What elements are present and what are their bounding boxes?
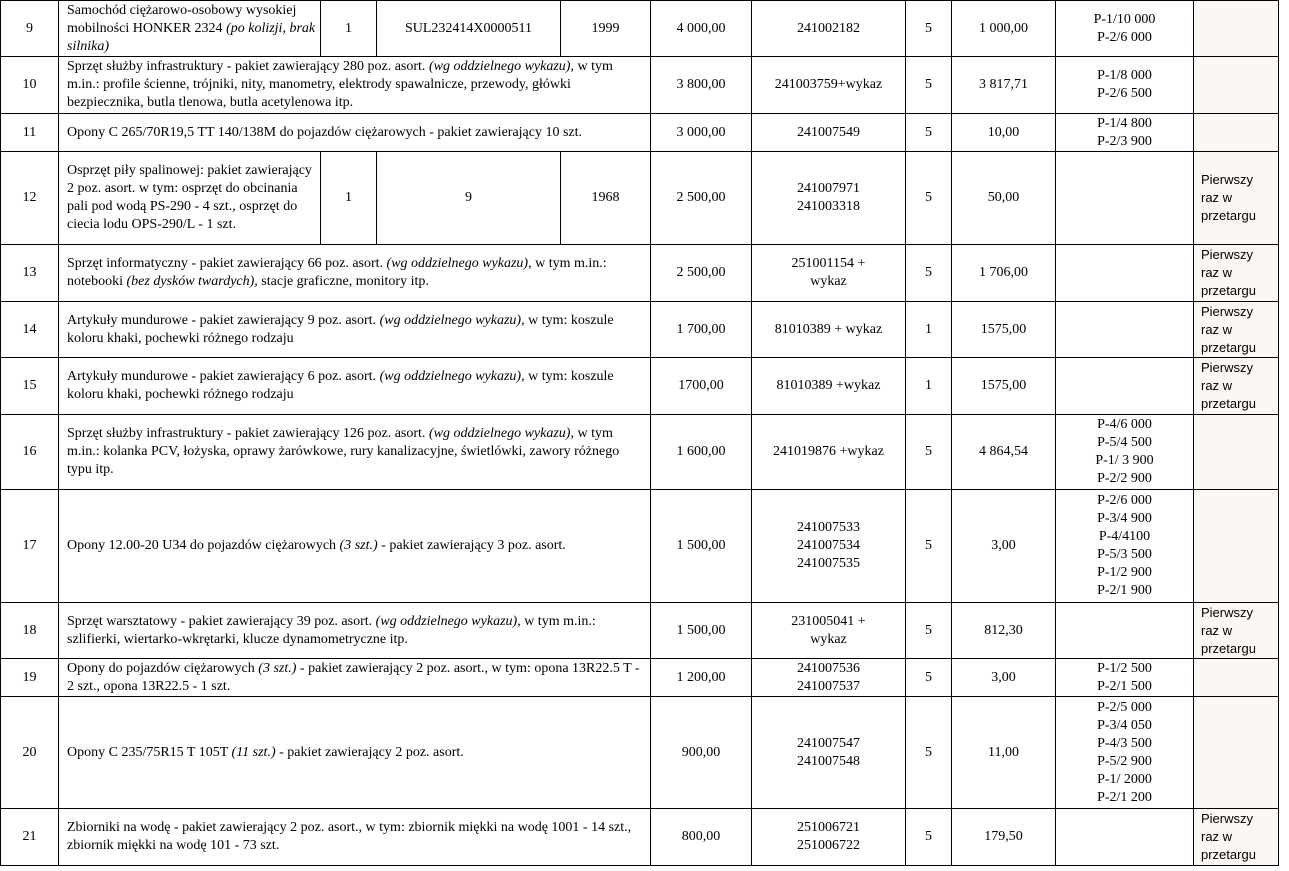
- description-text: Sprzęt służby infrastruktury - pakiet zawierający 126 poz. asort.: [67, 426, 429, 441]
- inventory-number: 241019876 +wykaz: [773, 444, 884, 459]
- book-value-cell: [952, 659, 1056, 697]
- item-number: 9: [26, 20, 33, 36]
- item-number-cell: [1, 697, 59, 809]
- description-cell: [59, 114, 651, 152]
- item-number: 12: [22, 190, 37, 205]
- inventory-number: 251006721: [797, 820, 860, 835]
- description-text: (wg oddzielnego wykazu),: [379, 312, 525, 328]
- description-text: (wg oddzielnego wykazu): [375, 613, 518, 629]
- previous-bid: P-1/ 2000: [1097, 771, 1152, 787]
- previous-bid: P-3/4 900: [1097, 511, 1152, 526]
- previous-bids-cell: [1056, 245, 1194, 302]
- table-row: [1, 697, 1279, 809]
- item-number: 19: [22, 669, 37, 685]
- starting-price-cell: [651, 152, 752, 245]
- description-text: Sprzęt informatyczny - pakiet zawierający 66 poz. asort.: [67, 256, 387, 271]
- category: 5: [925, 20, 932, 36]
- starting-price-cell: [651, 659, 752, 697]
- quantity-cell: [321, 152, 377, 245]
- quantity: 1: [345, 190, 352, 205]
- inventory-number: 241007549: [797, 124, 860, 140]
- table-row: [1, 659, 1279, 697]
- previous-bid: P-2/2 900: [1097, 471, 1152, 486]
- previous-bid: P-2/3 900: [1097, 133, 1152, 149]
- category-cell: [906, 603, 952, 659]
- description-text: , w tym m.in.: profile ścienne, trójniki, nity, manometry, elektrody spawalnicze, przewody, główki bezpiecznika, butla tlenowa, butla acetylenowa itp.: [67, 59, 613, 110]
- inventory-number: 241002182: [797, 20, 860, 36]
- inventory-number: 241007535: [797, 556, 860, 571]
- starting-price-cell: [651, 302, 752, 358]
- description-text: Opony C 265/70R19,5 TT 140/138M do pojazdów ciężarowych - pakiet zawierający 10 szt.: [67, 124, 583, 140]
- starting-price: 3 800,00: [676, 77, 726, 92]
- item-number: 10: [22, 77, 37, 92]
- inventory-number: 241007533: [797, 520, 860, 535]
- description-text: Sprzęt warsztatowy - pakiet zawierający 39 poz. asort.: [67, 613, 376, 629]
- category: 5: [925, 829, 932, 844]
- item-number: 17: [22, 538, 37, 553]
- starting-price-cell: [651, 57, 752, 114]
- item-number: 13: [22, 265, 37, 280]
- category: 5: [925, 124, 932, 140]
- inventory-number-cell: [752, 603, 906, 659]
- inventory-number-cell: [752, 114, 906, 152]
- description-text: - pakiet zawierający 3 poz. asort.: [377, 538, 566, 553]
- table-row: [1, 1, 1279, 57]
- starting-price-cell: [651, 809, 752, 866]
- description-text: (wg oddzielnego wykazu): [428, 59, 571, 74]
- book-value-cell: [952, 1, 1056, 57]
- previous-bid: P-1/10 000: [1093, 11, 1156, 27]
- serial-number: 9: [465, 190, 472, 205]
- description-text: (po kolizji, brak silnika): [67, 20, 316, 54]
- description-text: (wg oddzielnego wykazu),: [386, 256, 532, 271]
- book-value-cell: [952, 697, 1056, 809]
- book-value: 1 706,00: [979, 265, 1028, 280]
- description-text: Artykuły mundurowe - pakiet zawierający 9 poz. asort.: [67, 312, 380, 328]
- previous-bids-cell: [1056, 603, 1194, 659]
- description-text: Artykuły mundurowe - pakiet zawierający 6 poz. asort.: [67, 369, 380, 384]
- description-text: Sprzęt służby infrastruktury - pakiet zawierający 280 poz. asort.: [67, 59, 429, 74]
- book-value-cell: [952, 57, 1056, 114]
- item-number-cell: [1, 1, 59, 57]
- book-value-cell: [952, 245, 1056, 302]
- table-row: [1, 245, 1279, 302]
- inventory-number: 251001154 +: [791, 256, 866, 271]
- previous-bid: P-3/4 050: [1097, 717, 1152, 733]
- description-text: Opony 12.00-20 U34 do pojazdów ciężarowych: [67, 538, 340, 553]
- item-number-cell: [1, 490, 59, 603]
- table-row: [1, 57, 1279, 114]
- item-number: 20: [22, 744, 37, 760]
- previous-bid: P-2/1 500: [1097, 678, 1152, 694]
- description-text: (wg oddzielnego wykazu): [428, 426, 571, 441]
- category-cell: [906, 302, 952, 358]
- category-cell: [906, 415, 952, 490]
- category-cell: [906, 57, 952, 114]
- description-cell: [59, 490, 651, 603]
- item-number-cell: [1, 114, 59, 152]
- description-cell: [59, 697, 651, 809]
- remarks-cell: [1194, 1, 1279, 57]
- starting-price: 1 500,00: [676, 538, 726, 553]
- item-number-cell: [1, 659, 59, 697]
- category-cell: [906, 659, 952, 697]
- previous-bids-cell: [1056, 659, 1194, 697]
- remarks-cell: [1194, 57, 1279, 114]
- previous-bid: P-1/8 000: [1097, 68, 1152, 83]
- inventory-number-cell: [752, 1, 906, 57]
- starting-price: 800,00: [681, 829, 721, 844]
- book-value: 1575,00: [980, 378, 1027, 393]
- book-value: 4 864,54: [979, 444, 1028, 459]
- book-value: 50,00: [987, 190, 1020, 205]
- book-value: 3 817,71: [979, 77, 1028, 92]
- starting-price-cell: [651, 358, 752, 415]
- inventory-number: wykaz: [810, 274, 847, 289]
- inventory-number-cell: [752, 415, 906, 490]
- remarks-cell: [1194, 809, 1279, 866]
- category: 5: [925, 622, 932, 638]
- inventory-number: 241003759+wykaz: [774, 77, 883, 92]
- category-cell: [906, 490, 952, 603]
- production-year: 1999: [591, 20, 620, 36]
- production-year-cell: [561, 1, 651, 57]
- category: 1: [925, 378, 932, 393]
- table-row: [1, 152, 1279, 245]
- book-value: 11,00: [988, 744, 1019, 760]
- remarks-cell: [1194, 302, 1279, 358]
- table-row: [1, 302, 1279, 358]
- starting-price-cell: [651, 245, 752, 302]
- previous-bids-cell: [1056, 415, 1194, 490]
- previous-bid: P-2/6 500: [1097, 86, 1152, 101]
- remarks-text: Pierwszy raz w przetargu: [1201, 247, 1256, 298]
- book-value: 1 000,00: [979, 20, 1028, 36]
- book-value: 10,00: [987, 124, 1020, 140]
- remarks-cell: [1194, 490, 1279, 603]
- item-number-cell: [1, 358, 59, 415]
- starting-price: 1 200,00: [676, 669, 726, 685]
- category: 5: [925, 190, 932, 205]
- description-text: Opony C 235/75R15 T 105T: [67, 744, 232, 760]
- previous-bid: P-2/1 900: [1097, 583, 1152, 598]
- serial-number-cell: [377, 1, 561, 57]
- previous-bids-cell: [1056, 490, 1194, 603]
- description-text: , w tym m.in.: szlifierki, wiertarko-wkrętarki, klucze dynamometryczne itp.: [67, 613, 596, 647]
- starting-price: 1 600,00: [676, 444, 726, 459]
- description-text: - pakiet zawierający 2 poz. asort., w tym: opona 13R22.5 T - 2 szt., opona 13R22.5 - 1 szt.: [67, 660, 640, 694]
- remarks-text: Pierwszy raz w przetargu: [1201, 811, 1256, 862]
- inventory-number-cell: [752, 659, 906, 697]
- inventory-number: 241007536: [797, 660, 860, 676]
- table-row: [1, 603, 1279, 659]
- starting-price: 2 500,00: [676, 190, 726, 205]
- previous-bid: P-1/4 800: [1097, 115, 1152, 131]
- inventory-number: 81010389 + wykaz: [774, 321, 883, 337]
- item-number-cell: [1, 809, 59, 866]
- previous-bids-cell: [1056, 152, 1194, 245]
- remarks-cell: [1194, 152, 1279, 245]
- serial-number: SUL232414X0000511: [404, 20, 533, 36]
- remarks-cell: [1194, 697, 1279, 809]
- remarks-text: Pierwszy raz w przetargu: [1201, 303, 1256, 355]
- item-number-cell: [1, 603, 59, 659]
- production-year-cell: [561, 152, 651, 245]
- previous-bids-cell: [1056, 302, 1194, 358]
- table-row: [1, 490, 1279, 603]
- starting-price-cell: [651, 415, 752, 490]
- description-cell: [59, 358, 651, 415]
- inventory-number-cell: [752, 809, 906, 866]
- quantity: 1: [345, 20, 352, 36]
- description-text: Samochód ciężarowo-osobowy wysokiej mobilności HONKER 2324: [67, 2, 297, 36]
- description-cell: [59, 57, 651, 114]
- item-number: 14: [22, 321, 37, 337]
- starting-price-cell: [651, 1, 752, 57]
- book-value-cell: [952, 358, 1056, 415]
- previous-bids-cell: [1056, 697, 1194, 809]
- item-number-cell: [1, 415, 59, 490]
- previous-bids-cell: [1056, 114, 1194, 152]
- item-number: 18: [22, 622, 37, 638]
- remarks-cell: [1194, 415, 1279, 490]
- description-cell: [59, 603, 651, 659]
- table-row: [1, 415, 1279, 490]
- inventory-number: 231005041 +: [791, 613, 866, 629]
- description-text: w tym: koszule koloru khaki, pochewki różnego rodzaju: [67, 312, 614, 346]
- remarks-text: Pierwszy raz w przetargu: [1201, 604, 1256, 656]
- previous-bid: P-5/3 500: [1097, 547, 1152, 562]
- category-cell: [906, 1, 952, 57]
- table-row: [1, 809, 1279, 866]
- starting-price: 1700,00: [678, 378, 724, 393]
- inventory-number: wykaz: [810, 631, 847, 647]
- category-cell: [906, 114, 952, 152]
- remarks-cell: [1194, 114, 1279, 152]
- category: 1: [925, 321, 932, 337]
- previous-bid: P-5/2 900: [1097, 753, 1152, 769]
- category: 5: [925, 744, 932, 760]
- starting-price-cell: [651, 114, 752, 152]
- previous-bids-cell: [1056, 1, 1194, 57]
- book-value: 3,00: [991, 538, 1016, 553]
- previous-bid: P-1/2 900: [1097, 565, 1152, 580]
- previous-bid: P-5/4 500: [1097, 435, 1152, 450]
- remarks-cell: [1194, 659, 1279, 697]
- starting-price-cell: [651, 603, 752, 659]
- inventory-number: 241007537: [797, 678, 860, 694]
- item-number: 15: [22, 378, 37, 393]
- inventory-number-cell: [752, 152, 906, 245]
- previous-bid: P-4/4100: [1098, 529, 1151, 544]
- description-text: Opony do pojazdów ciężarowych: [67, 660, 259, 676]
- description-text: - pakiet zawierający 2 poz. asort.: [275, 744, 464, 760]
- item-number: 11: [22, 124, 37, 140]
- inventory-number: 241007547: [797, 735, 860, 751]
- description-text: w tym: koszule koloru khaki, pochewki różnego rodzaju: [67, 369, 614, 402]
- category: 5: [925, 669, 932, 685]
- previous-bid: P-1/ 3 900: [1095, 453, 1154, 468]
- description-text: (bez dysków twardych),: [126, 274, 258, 289]
- inventory-number: 241007534: [797, 538, 860, 553]
- item-number: 21: [22, 829, 37, 844]
- description-cell: [59, 245, 651, 302]
- description-cell: [59, 302, 651, 358]
- description-text: (3 szt.): [339, 538, 378, 553]
- category: 5: [925, 538, 932, 553]
- item-number-cell: [1, 57, 59, 114]
- description-cell: [59, 659, 651, 697]
- description-cell: [59, 152, 321, 245]
- category-cell: [906, 245, 952, 302]
- inventory-number-cell: [752, 302, 906, 358]
- category-cell: [906, 358, 952, 415]
- description-text: (11 szt.): [231, 744, 276, 760]
- book-value-cell: [952, 415, 1056, 490]
- table-row: [1, 358, 1279, 415]
- previous-bid: P-2/6 000: [1097, 493, 1152, 508]
- book-value: 1575,00: [980, 321, 1027, 337]
- book-value-cell: [952, 114, 1056, 152]
- inventory-number: 251006722: [797, 838, 860, 853]
- inventory-number: 241007548: [797, 753, 860, 769]
- category: 5: [925, 444, 932, 459]
- starting-price: 900,00: [681, 744, 721, 760]
- previous-bids-cell: [1056, 57, 1194, 114]
- starting-price: 3 000,00: [676, 124, 726, 140]
- inventory-number-cell: [752, 490, 906, 603]
- production-year: 1968: [591, 190, 620, 205]
- remarks-cell: [1194, 358, 1279, 415]
- description-text: , w tym m.in.: kolanka PCV, łożyska, oprawy żarówkowe, rury kanalizacyjne, świetlówki, zawory różnego typu itp.: [67, 426, 620, 477]
- description-cell: [59, 415, 651, 490]
- quantity-cell: [321, 1, 377, 57]
- description-text: stacje graficzne, monitory itp.: [257, 274, 429, 289]
- description-text: (wg oddzielnego wykazu),: [379, 369, 525, 384]
- description-text: Osprzęt piły spalinowej: pakiet zawierający 2 poz. asort. w tym: osprzęt do obcinania pali pod wodą PS-290 - 4 szt., osprzęt do ciecia lodu OPS-290/L - 1 szt.: [67, 163, 312, 232]
- table-row: [1, 114, 1279, 152]
- inventory-number: 241003318: [797, 199, 860, 214]
- previous-bids-cell: [1056, 358, 1194, 415]
- previous-bid: P-2/1 200: [1097, 789, 1152, 805]
- starting-price: 2 500,00: [676, 265, 726, 280]
- description-cell: [59, 1, 321, 57]
- book-value-cell: [952, 302, 1056, 358]
- item-number-cell: [1, 152, 59, 245]
- book-value: 179,50: [984, 829, 1023, 844]
- category: 5: [925, 265, 932, 280]
- starting-price-cell: [651, 490, 752, 603]
- category-cell: [906, 809, 952, 866]
- inventory-number: 241007971: [797, 181, 860, 196]
- previous-bid: P-4/3 500: [1097, 735, 1152, 751]
- category-cell: [906, 152, 952, 245]
- inventory-number-cell: [752, 697, 906, 809]
- previous-bid: P-2/5 000: [1097, 699, 1152, 715]
- description-text: w tym m.in.: notebooki: [67, 256, 607, 289]
- previous-bids-cell: [1056, 809, 1194, 866]
- book-value-cell: [952, 809, 1056, 866]
- inventory-number-cell: [752, 358, 906, 415]
- starting-price: 4 000,00: [676, 20, 726, 36]
- starting-price: 1 700,00: [676, 321, 726, 337]
- remarks-cell: [1194, 603, 1279, 659]
- inventory-number-cell: [752, 57, 906, 114]
- book-value-cell: [952, 490, 1056, 603]
- book-value-cell: [952, 152, 1056, 245]
- item-number: 16: [22, 444, 37, 459]
- item-number-cell: [1, 302, 59, 358]
- previous-bid: P-2/6 000: [1097, 29, 1152, 45]
- book-value: 812,30: [984, 622, 1023, 638]
- description-text: (3 szt.): [258, 660, 297, 676]
- description-text: Zbiorniki na wodę - pakiet zawierający 2 poz. asort., w tym: zbiornik miękki na wodę 1001 - 14 szt., zbiornik miękki na wodę 101 - 73 szt.: [67, 820, 632, 853]
- remarks-text: Pierwszy raz w przetargu: [1201, 172, 1256, 223]
- book-value-cell: [952, 603, 1056, 659]
- previous-bid: P-1/2 500: [1097, 660, 1152, 676]
- previous-bid: P-4/6 000: [1097, 417, 1152, 432]
- item-number-cell: [1, 245, 59, 302]
- category: 5: [925, 77, 932, 92]
- category-cell: [906, 697, 952, 809]
- remarks-cell: [1194, 245, 1279, 302]
- remarks-text: Pierwszy raz w przetargu: [1201, 360, 1256, 411]
- starting-price-cell: [651, 697, 752, 809]
- inventory-number: 81010389 +wykaz: [776, 378, 881, 393]
- description-cell: [59, 809, 651, 866]
- book-value: 3,00: [991, 669, 1016, 685]
- starting-price: 1 500,00: [676, 622, 726, 638]
- inventory-number-cell: [752, 245, 906, 302]
- serial-number-cell: [377, 152, 561, 245]
